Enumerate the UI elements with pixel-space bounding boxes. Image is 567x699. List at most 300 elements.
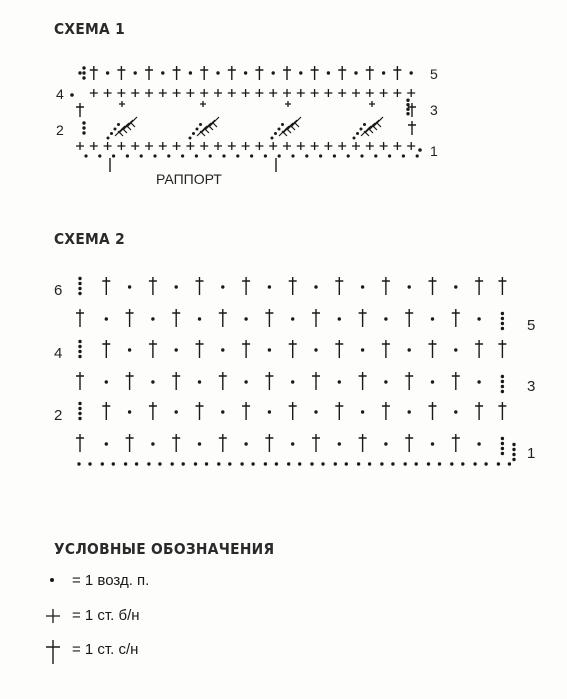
double-crochet-symbol (196, 340, 204, 358)
chain-stitch-symbol (501, 312, 504, 315)
chain-stitch-symbol (264, 154, 267, 157)
double-crochet-symbol (312, 309, 320, 327)
chain-stitch-symbol (360, 128, 363, 131)
double-crochet-symbol (242, 277, 250, 295)
chain-stitch-symbol (78, 340, 81, 343)
double-crochet-symbol (172, 309, 180, 327)
chain-stitch-symbol (195, 154, 198, 157)
double-crochet-symbol (382, 277, 390, 295)
chain-stitch-symbol (105, 442, 108, 445)
double-crochet-symbol (311, 66, 319, 80)
chain-stitch-symbol (454, 285, 457, 288)
double-crochet-symbol (335, 277, 343, 295)
chain-stitch-symbol (512, 448, 515, 451)
double-crochet-symbol (498, 402, 506, 420)
chain-stitch-symbol (228, 462, 231, 465)
single-crochet-symbol (159, 89, 167, 97)
chain-stitch-symbol (181, 154, 184, 157)
chain-stitch-symbol (192, 132, 195, 135)
chain-stitch-symbol (454, 348, 457, 351)
double-crochet-symbol (173, 66, 181, 80)
chain-stitch-symbol (501, 375, 504, 378)
chain-stitch-symbol (171, 462, 174, 465)
chain-stitch-symbol (217, 462, 220, 465)
chain-stitch-symbol (221, 410, 224, 413)
double-crochet-symbol (201, 123, 211, 133)
double-crochet-symbol (242, 340, 250, 358)
chain-stitch-symbol (406, 108, 409, 111)
single-crochet-symbol (131, 142, 139, 150)
double-crochet-symbol (117, 66, 125, 80)
chain-stitch-symbol (167, 154, 170, 157)
chain-stitch-symbol (353, 137, 356, 140)
chain-stitch-symbol (354, 71, 357, 74)
chain-stitch-symbol (299, 71, 302, 74)
single-crochet-symbol (145, 142, 153, 150)
single-crochet-symbol (366, 142, 374, 150)
chain-stitch-symbol (112, 154, 115, 157)
single-crochet-symbol (352, 142, 360, 150)
double-crochet-symbol (429, 277, 437, 295)
chain-stitch-symbol (410, 71, 413, 74)
double-crochet-symbol (102, 340, 110, 358)
chain-stitch-symbol (319, 154, 322, 157)
chain-stitch-symbol (98, 154, 101, 157)
chain-stitch-symbol (431, 317, 434, 320)
chain-stitch-symbol (291, 154, 294, 157)
chain-stitch-symbol (77, 462, 80, 465)
chain-stitch-symbol (278, 128, 281, 131)
chain-stitch-symbol (454, 410, 457, 413)
single-crochet-symbol (200, 89, 208, 97)
chain-stitch-symbol (128, 410, 131, 413)
single-crochet-symbol (200, 142, 208, 150)
single-crochet-symbol (324, 142, 332, 150)
chain-stitch-symbol (327, 71, 330, 74)
chain-stitch-symbol (431, 380, 434, 383)
chain-stitch-symbol (189, 71, 192, 74)
double-crochet-symbol (76, 372, 84, 390)
single-crochet-symbol (214, 142, 222, 150)
chain-stitch-symbol (356, 132, 359, 135)
chain-stitch-symbol (298, 462, 301, 465)
double-crochet-symbol (382, 402, 390, 420)
chain-stitch-symbol (175, 410, 178, 413)
chain-stitch-symbol (501, 380, 504, 383)
single-crochet-symbol (90, 89, 98, 97)
chain-stitch-symbol (205, 462, 208, 465)
chain-stitch-symbol (291, 380, 294, 383)
chain-stitch-symbol (501, 385, 504, 388)
chain-stitch-symbol (418, 148, 422, 152)
chain-stitch-symbol (347, 154, 350, 157)
chain-stitch-symbol (361, 285, 364, 288)
scheme2-row-label-1: 1 (527, 445, 536, 462)
double-crochet-symbol (90, 66, 98, 80)
double-crochet-symbol (126, 309, 134, 327)
legend-item-chain (38, 572, 149, 589)
chain-stitch-symbol (268, 410, 271, 413)
chain-stitch-symbol (484, 462, 487, 465)
chain-stitch-symbol (402, 154, 405, 157)
single-crochet-symbol (255, 142, 263, 150)
chain-stitch-symbol (404, 462, 407, 465)
chain-stitch-symbol (140, 154, 143, 157)
chain-stitch-symbol (236, 154, 239, 157)
repeat-label: РАППОРТ (156, 171, 222, 187)
scheme1-row-label-5: 5 (430, 66, 438, 82)
chain-stitch-symbol (124, 462, 127, 465)
double-crochet-symbol (127, 117, 137, 127)
single-crochet-symbol (186, 142, 194, 150)
double-crochet-symbol (475, 277, 483, 295)
single-crochet-symbol (283, 142, 291, 150)
chain-stitch-symbol (477, 380, 480, 383)
double-crochet-symbol (498, 277, 506, 295)
chain-stitch-symbol (310, 462, 313, 465)
chain-stitch-symbol (406, 103, 409, 106)
double-crochet-symbol (365, 123, 375, 133)
chain-stitch-symbol (338, 317, 341, 320)
chain-stitch-symbol (271, 137, 274, 140)
double-crochet-symbol (76, 434, 84, 452)
chain-stitch-symbol (357, 462, 360, 465)
legend-item-double-crochet (38, 641, 138, 658)
chain-stitch-symbol (78, 71, 81, 74)
chain-stitch-symbol (408, 348, 411, 351)
chain-stitch-symbol (107, 137, 110, 140)
legend-text-single-crochet: = 1 ст. б/н (72, 607, 140, 624)
chain-stitch-symbol (338, 380, 341, 383)
single-crochet-symbol (369, 101, 375, 107)
single-crochet-symbol (159, 142, 167, 150)
single-crochet-symbol (131, 89, 139, 97)
double-crochet-symbol (197, 126, 207, 136)
chain-stitch-symbol (198, 317, 201, 320)
chain-stitch-symbol (209, 154, 212, 157)
single-crochet-symbol (119, 101, 125, 107)
single-crochet-symbol (311, 142, 319, 150)
double-crochet-symbol (149, 402, 157, 420)
chain-stitch-symbol (196, 128, 199, 131)
double-crochet-symbol (119, 123, 129, 133)
single-crochet-symbol (104, 89, 112, 97)
chain-stitch-symbol (240, 462, 243, 465)
double-crochet-symbol (498, 340, 506, 358)
chain-stitch-symbol (305, 154, 308, 157)
double-crochet-symbol (265, 372, 273, 390)
chain-stitch-symbol (406, 112, 409, 115)
double-crochet-symbol (200, 66, 208, 80)
single-crochet-symbol (104, 142, 112, 150)
double-crochet-symbol (408, 121, 416, 135)
chain-stitch-symbol (153, 154, 156, 157)
chain-stitch-symbol (244, 71, 247, 74)
double-crochet-symbol (265, 434, 273, 452)
chain-stitch-symbol (194, 462, 197, 465)
double-crochet-symbol (312, 372, 320, 390)
chain-stitch-symbol (427, 462, 430, 465)
double-crochet-symbol (452, 434, 460, 452)
double-crochet-symbol (393, 66, 401, 80)
single-crochet-symbol (380, 89, 388, 97)
scheme2-row-label-3: 3 (527, 378, 536, 395)
chain-stitch-symbol (388, 154, 391, 157)
double-crochet-symbol (289, 402, 297, 420)
single-crochet-symbol (145, 89, 153, 97)
chain-stitch-symbol (221, 348, 224, 351)
scheme2-row-label-4: 4 (54, 345, 63, 362)
scheme1-title: СХЕМА 1 (54, 20, 125, 38)
double-crochet-symbol (291, 117, 301, 127)
chain-stitch-symbol (128, 348, 131, 351)
double-crochet-symbol (287, 120, 297, 130)
single-crochet-symbol (76, 142, 84, 150)
chain-stitch-symbol (314, 285, 317, 288)
chain-stitch-symbol (264, 462, 267, 465)
chain-stitch-symbol (384, 442, 387, 445)
chain-stitch-symbol (198, 442, 201, 445)
chain-stitch-symbol (268, 285, 271, 288)
chain-stitch-symbol (406, 99, 409, 102)
single-crochet-symbol (186, 89, 194, 97)
chain-stitch-symbol (105, 380, 108, 383)
chain-stitch-symbol (501, 437, 504, 440)
double-crochet-symbol (209, 117, 219, 127)
legend-text-double-crochet: = 1 ст. с/н (72, 641, 139, 658)
double-crochet-symbol (373, 117, 383, 127)
single-crochet-symbol (297, 89, 305, 97)
single-crochet-symbol (366, 89, 374, 97)
chain-stitch-symbol (222, 154, 225, 157)
chain-stitch-symbol (151, 380, 154, 383)
chain-stitch-symbol (101, 462, 104, 465)
chain-stitch-symbol (477, 442, 480, 445)
double-crochet-symbol (405, 372, 413, 390)
chain-stitch-symbol (501, 317, 504, 320)
chain-stitch-symbol (512, 443, 515, 446)
single-crochet-symbol (393, 142, 401, 150)
legend-item-single-crochet (38, 607, 140, 624)
chain-stitch-symbol (501, 327, 504, 330)
chain-stitch-symbol (384, 380, 387, 383)
chain-stitch-symbol (334, 462, 337, 465)
single-crochet-symbol (255, 89, 263, 97)
single-crochet-symbol (393, 89, 401, 97)
chain-stitch-symbol (112, 462, 115, 465)
chain-stitch-symbol (78, 345, 81, 348)
chain-stitch-symbol (82, 66, 85, 69)
legend-title: УСЛОВНЫЕ ОБОЗНАЧЕНИЯ (54, 540, 275, 558)
chain-stitch-symbol (147, 462, 150, 465)
chain-stitch-symbol (82, 76, 85, 79)
chain-stitch-symbol (82, 131, 85, 134)
single-crochet-symbol (200, 101, 206, 107)
chain-stitch-symbol (501, 442, 504, 445)
scheme1-row-label-4: 4 (56, 86, 64, 102)
scheme2-chart (76, 277, 516, 466)
single-crochet-symbol (338, 142, 346, 150)
double-crochet-symbol (335, 340, 343, 358)
double-crochet-symbol (149, 340, 157, 358)
single-crochet-symbol (228, 89, 236, 97)
chain-stitch-symbol (135, 462, 138, 465)
chain-stitch-symbol (161, 71, 164, 74)
chain-stitch-symbol (333, 154, 336, 157)
double-crochet-symbol (255, 66, 263, 80)
chain-stitch-symbol (361, 410, 364, 413)
chain-stitch-symbol (175, 285, 178, 288)
chain-stitch-symbol (274, 132, 277, 135)
double-crochet-symbol (359, 434, 367, 452)
chain-stitch-symbol (134, 71, 137, 74)
single-crochet-symbol (338, 89, 346, 97)
double-crochet-symbol (312, 434, 320, 452)
chain-stitch-symbol (105, 317, 108, 320)
single-crochet-symbol (173, 142, 181, 150)
chain-stitch-symbol (128, 285, 131, 288)
double-crochet-symbol (366, 66, 374, 80)
chain-stitch-symbol (78, 355, 81, 358)
double-crochet-symbol (102, 277, 110, 295)
chain-stitch-symbol (501, 390, 504, 393)
chain-stitch-symbol (250, 154, 253, 157)
chain-stitch-symbol (338, 442, 341, 445)
chain-stitch-symbol (408, 285, 411, 288)
chain-stitch-symbol (117, 123, 120, 126)
single-crochet-symbol (269, 142, 277, 150)
chain-stitch-symbol (244, 317, 247, 320)
chain-stitch-symbol (450, 462, 453, 465)
double-crochet-symbol (102, 402, 110, 420)
chain-stitch-symbol (360, 154, 363, 157)
double-crochet-symbol (475, 402, 483, 420)
double-crochet-symbol (359, 372, 367, 390)
double-crochet-symbol (172, 434, 180, 452)
chain-stitch-symbol (512, 453, 515, 456)
chain-stitch-symbol (345, 462, 348, 465)
single-crochet-symbol (283, 89, 291, 97)
double-crochet-symbol (219, 372, 227, 390)
scheme1-chart (70, 66, 422, 172)
chain-stitch-symbol (78, 282, 81, 285)
single-crochet-symbol (228, 142, 236, 150)
single-crochet-symbol (117, 142, 125, 150)
scheme2-title: СХЕМА 2 (54, 230, 125, 248)
single-crochet-symbol (311, 89, 319, 97)
double-crochet-symbol (289, 340, 297, 358)
chain-stitch-symbol (78, 407, 81, 410)
single-crochet-symbol (324, 89, 332, 97)
double-crochet-symbol (265, 309, 273, 327)
chain-stitch-symbol (374, 154, 377, 157)
double-crochet-symbol (205, 120, 215, 130)
chain-stitch-symbol (78, 287, 81, 290)
chain-stitch-symbol (78, 417, 81, 420)
chain-stitch-symbol (508, 462, 511, 465)
chain-stitch-symbol (182, 462, 185, 465)
double-crochet-symbol (279, 126, 289, 136)
single-crochet-symbol (352, 89, 360, 97)
double-crochet-symbol (76, 309, 84, 327)
double-crochet-symbol (228, 66, 236, 80)
chain-stitch-symbol (88, 462, 91, 465)
double-crochet-symbol (452, 309, 460, 327)
chain-stitch-symbol (84, 154, 87, 157)
chain-stitch-symbol (382, 71, 385, 74)
double-crochet-symbol (115, 126, 125, 136)
chain-stitch-symbol (473, 462, 476, 465)
double-crochet-symbol (429, 340, 437, 358)
chain-stitch-symbol (82, 126, 85, 129)
chain-stitch-symbol (221, 285, 224, 288)
chain-stitch-symbol (151, 317, 154, 320)
chain-stitch-symbol (415, 462, 418, 465)
chain-stitch-symbol (321, 462, 324, 465)
single-crochet-symbol (285, 101, 291, 107)
chain-stitch-symbol (477, 317, 480, 320)
double-crochet-symbol (289, 277, 297, 295)
scheme1-row-label-1: 1 (430, 143, 438, 159)
chain-stitch-symbol (158, 462, 161, 465)
single-crochet-symbol (242, 142, 250, 150)
double-crochet-symbol (76, 103, 84, 117)
double-crochet-symbol (283, 66, 291, 80)
chain-stitch-symbol (78, 277, 81, 280)
single-crochet-symbol (214, 89, 222, 97)
double-crochet-symbol (405, 309, 413, 327)
chain-stitch-symbol (216, 71, 219, 74)
chain-stitch-symbol (78, 412, 81, 415)
chain-stitch-symbol (244, 442, 247, 445)
chain-stitch-symbol (199, 123, 202, 126)
double-crochet-symbol (382, 340, 390, 358)
chain-stitch-symbol (275, 462, 278, 465)
double-crochet-symbol (219, 309, 227, 327)
legend-text-chain: = 1 возд. п. (72, 572, 150, 589)
chain-stitch-symbol (291, 442, 294, 445)
double-crochet-symbol (196, 277, 204, 295)
chain-stitch-symbol (82, 121, 85, 124)
chain-stitch-symbol (501, 452, 504, 455)
chain-stitch-symbol (497, 462, 500, 465)
chain-stitch-symbol (408, 410, 411, 413)
chain-stitch-symbol (438, 462, 441, 465)
chain-stitch-symbol (106, 71, 109, 74)
double-crochet-symbol (429, 402, 437, 420)
double-crochet-symbol (452, 372, 460, 390)
chain-stitch-symbol (126, 154, 129, 157)
single-crochet-symbol (269, 89, 277, 97)
chain-stitch-symbol (501, 447, 504, 450)
chain-stitch-symbol (287, 462, 290, 465)
chain-stitch-symbol (78, 292, 81, 295)
chain-stitch-symbol (114, 128, 117, 131)
single-crochet-symbol (407, 89, 415, 97)
chain-stitch-symbol (278, 154, 281, 157)
double-crochet-symbol (335, 402, 343, 420)
chain-stitch-symbol (70, 93, 74, 97)
chain-stitch-symbol (291, 317, 294, 320)
double-crochet-symbol (405, 434, 413, 452)
single-crochet-symbol (90, 142, 98, 150)
chain-stitch-symbol (272, 71, 275, 74)
double-crochet-symbol (283, 123, 293, 133)
single-crochet-symbol (242, 89, 250, 97)
chain-stitch-symbol (391, 462, 394, 465)
chain-stitch-symbol (268, 348, 271, 351)
scheme2-row-label-6: 6 (54, 282, 63, 299)
